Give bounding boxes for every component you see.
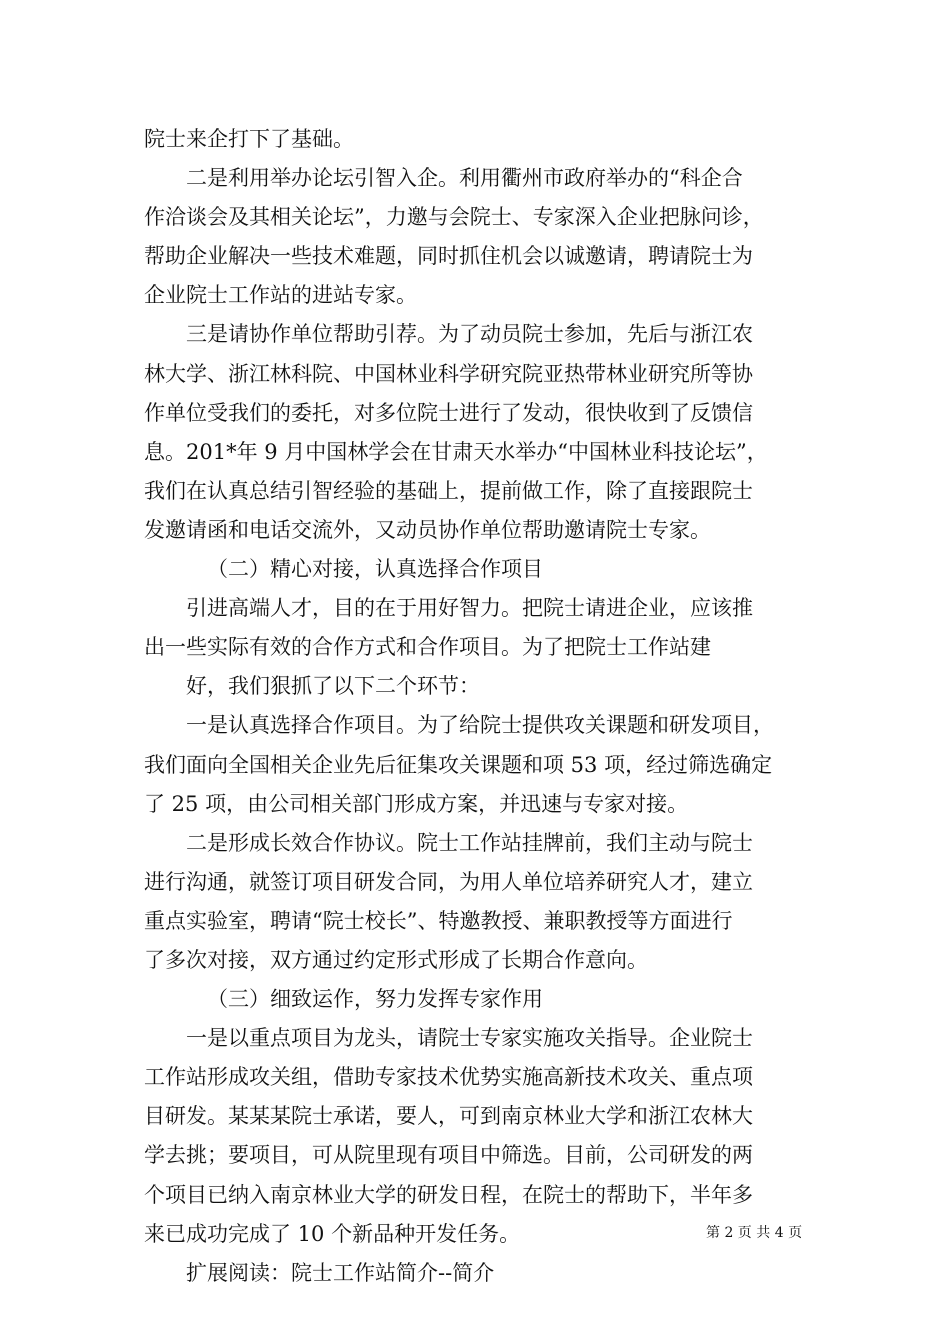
paragraph-start-line: 一是认真选择合作项目。为了给院士提供攻关课题和研发项目， [186,713,774,738]
page-number: 第 2 页 共 4 页 [706,1225,803,1241]
body-text [144,120,812,1293]
text-line: 企业院士工作站的进站专家。 [144,283,417,308]
section-heading: （二）精心对接，认真选择合作项目 [207,557,543,582]
text-line: 我们在认真总结引智经验的基础上，提前做工作，除了直接跟院士 [144,478,753,503]
paragraph-start-line: 三是请协作单位帮助引荐。为了动员院士参加，先后与浙江农 [186,322,753,347]
text-line: 出一些实际有效的合作方式和合作项目。为了把院士工作站建 [144,635,711,660]
text-line: 了 25 项，由公司相关部门形成方案，并迅速与专家对接。 [144,791,689,816]
text-line: 重点实验室，聘请“院士校长”、特邀教授、兼职教授等方面进行 [144,908,733,933]
text-line: 进行沟通，就签订项目研发合同，为用人单位培养研究人才，建立 [144,869,753,894]
text-line: 发邀请函和电话交流外，又动员协作单位帮助邀请院士专家。 [144,517,711,542]
text-line: 院士来企打下了基础。 [144,127,354,151]
text-line: 了多次对接，双方通过约定形式形成了长期合作意向。 [144,947,648,972]
section-heading: （三）细致运作，努力发挥专家作用 [207,987,543,1012]
text-line: 学去挑；要项目，可从院里现有项目中筛选。目前，公司研发的两 [144,1143,753,1168]
text-line: 息。201*年 9 月中国林学会在甘肃天水举办“中国林业科技论坛”， [144,439,768,464]
text-line: 作单位受我们的委托，对多位院士进行了发动，很快收到了反馈信 [144,400,753,425]
text-line: 工作站形成攻关组，借助专家技术优势实施高新技术攻关、重点项 [144,1065,753,1090]
paragraph-start-line: 引进高端人才，目的在于用好智力。把院士请进企业，应该推 [186,596,753,621]
text-line: 林大学、浙江林科院、中国林业科学研究院亚热带林业研究所等协 [144,361,753,386]
extended-reading-line: 扩展阅读：院士工作站简介--简介 [186,1260,495,1285]
text-line: 帮助企业解决一些技术难题，同时抓住机会以诚邀请，聘请院士为 [144,244,753,269]
paragraph-start-line: 好，我们狠抓了以下二个环节： [186,674,480,699]
paragraph-start-line: 二是形成长效合作协议。院士工作站挂牌前，我们主动与院士 [186,830,753,855]
paragraph-start-line: 二是利用举办论坛引智入企。利用衢州市政府举办的“科企合 [186,166,743,191]
text-line: 来已成功完成了 10 个新品种开发任务。 [144,1221,521,1246]
text-line: 个项目已纳入南京林业大学的研发日程，在院士的帮助下，半年多 [144,1182,753,1207]
text-line: 作洽谈会及其相关论坛”，力邀与会院士、专家深入企业把脉问诊， [144,205,764,230]
text-line: 目研发。某某某院士承诺，要人，可到南京林业大学和浙江农林大 [144,1104,753,1129]
text-line: 我们面向全国相关企业先后征集攻关课题和项 53 项，经过筛选确定 [144,752,773,777]
paragraph-start-line: 一是以重点项目为龙头，请院士专家实施攻关指导。企业院士 [186,1026,753,1051]
